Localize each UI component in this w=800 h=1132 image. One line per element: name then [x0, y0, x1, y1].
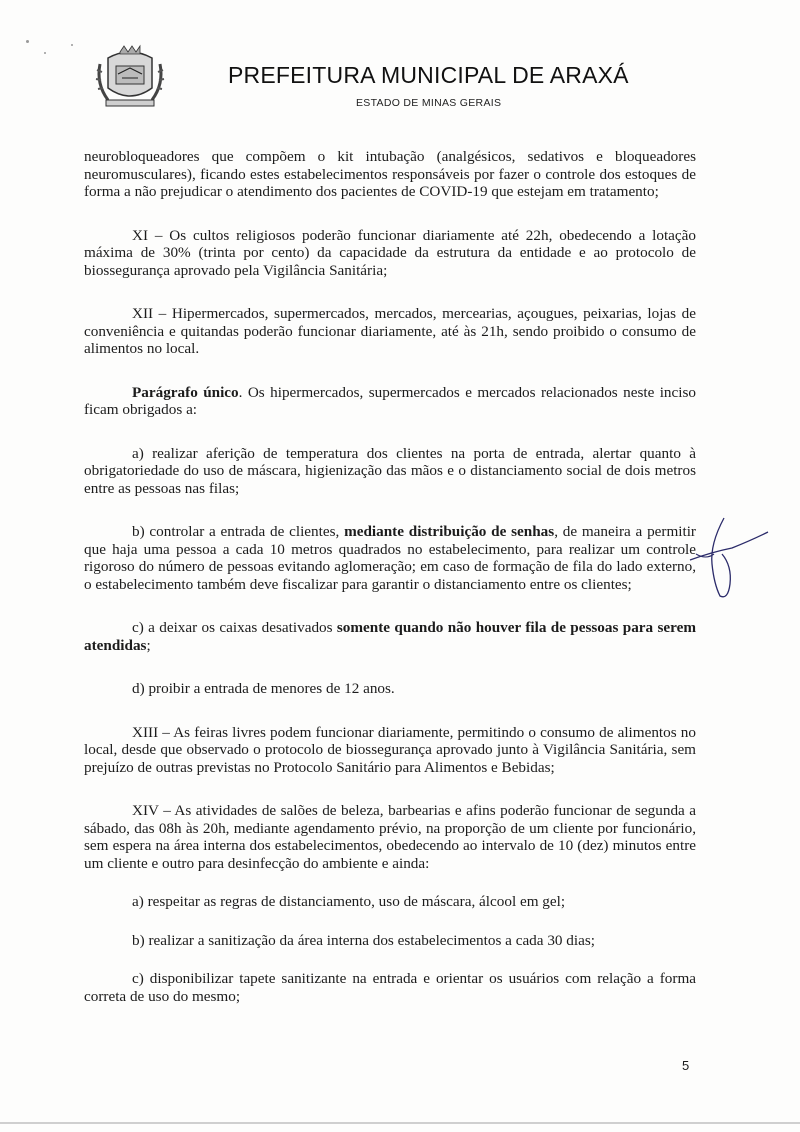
paragraph-xii: XII – Hipermercados, supermercados, mercados, mercearias, açougues, peixarias, lojas de conveniência e quitandas poderão funcionar diariamente, até às 21h, sendo proibido o consumo de alimentos no local.: [84, 305, 696, 357]
item-a-temperature: a) realizar aferição de temperatura dos clientes na porta de entrada, alertar quanto à obrigatoriedade do uso de máscara, higienização das mãos e o distanciamento social de dois metros entre as pessoas nas filas;: [84, 444, 696, 497]
paragraph-xi: XI – Os cultos religiosos poderão funcionar diariamente até 22h, obedecendo a lotação máxima de 30% (trinta por cento) da capacidade da estrutura da entidade e ao protocolo de biossegurança aprovado pela Vigilância Sanitária;: [84, 226, 696, 279]
item-a-distancing: a) respeitar as regras de distanciamento, uso de máscara, álcool em gel;: [132, 893, 566, 910]
item-b-text-end: , de maneira a permitir que haja uma pessoa a cada 10 metros quadrados no estabelecimento, para realizar um controle rigoroso do número de pessoas evitando aglomeração; em caso de formação de fila do lado externo, o estabelecimento também deve fiscalizar para garantir o distanciamento entre os clientes;: [84, 523, 696, 593]
item-b-sanitization: b) realizar a sanitização da área interna dos estabelecimentos a cada 30 dias;: [132, 931, 595, 949]
item-c-cashiers: [84, 619, 696, 654]
paragraph-unico-text: . Os hipermercados, supermercados e mercados relacionados neste inciso ficam obrigados a:: [84, 383, 696, 418]
item-c-sanitizing-mat: c) disponibilizar tapete sanitizante na entrada e orientar os usuários com relação a forma correta de uso do mesmo;: [84, 970, 696, 1005]
paragraph-continuation: neurobloqueadores que compõem o kit intubação (analgésicos, sedativos e bloqueadores neuromusculares), ficando estes estabelecimentos responsáveis por fazer o controle dos estoques de forma a não prejudicar o atendimento dos pacientes de COVID-19 que estejam em tratamento;: [84, 148, 696, 200]
page-header-title: PREFEITURA MUNICIPAL DE ARAXÁ: [228, 62, 629, 88]
scan-edge-line: [0, 1122, 800, 1124]
item-c-bold: somente quando não houver fila de pessoas para serem atendidas: [84, 619, 696, 654]
scan-speck: [71, 44, 73, 46]
scan-speck: [26, 40, 29, 43]
item-c-text-start: c) a deixar os caixas desativados: [132, 619, 337, 636]
item-b-entry-control: [84, 523, 696, 593]
page-number: 5: [682, 1058, 690, 1073]
municipal-crest-icon: [94, 44, 166, 110]
paragraph-xiii: XIII – As feiras livres podem funcionar diariamente, permitindo o consumo de alimentos no local, desde que observado o protocolo de biossegurança aprovado junto à Vigilância Sanitária, sem prejuízo de outras previstas no Protocolo Sanitário para Alimentos e Bebidas;: [84, 723, 696, 776]
item-b-bold: mediante distribuição de senhas: [344, 523, 555, 540]
item-b-text-start: b) controlar a entrada de clientes,: [132, 523, 345, 540]
item-d-minors: d) proibir a entrada de menores de 12 anos.: [132, 680, 395, 697]
item-c-text-end: ;: [146, 636, 151, 654]
handwritten-initials-icon: [672, 514, 772, 600]
document-body: [84, 148, 696, 1005]
page-header-subtitle: ESTADO DE MINAS GERAIS: [356, 97, 502, 109]
paragraph-xiv: XIV – As atividades de salões de beleza, barbearias e afins poderão funcionar de segunda a sábado, das 08h às 20h, mediante agendamento prévio, na proporção de um cliente por funcionário, sem espera na área interna dos estabelecimentos, obedecendo ao intervalo de 10 (dez) minutos entre um cliente e outro para desinfecção do ambiente e ainda:: [84, 802, 696, 872]
paragraph-unico-heading: Parágrafo único: [132, 383, 239, 401]
scan-speck: [44, 52, 46, 54]
paragraph-unico: [84, 384, 696, 419]
